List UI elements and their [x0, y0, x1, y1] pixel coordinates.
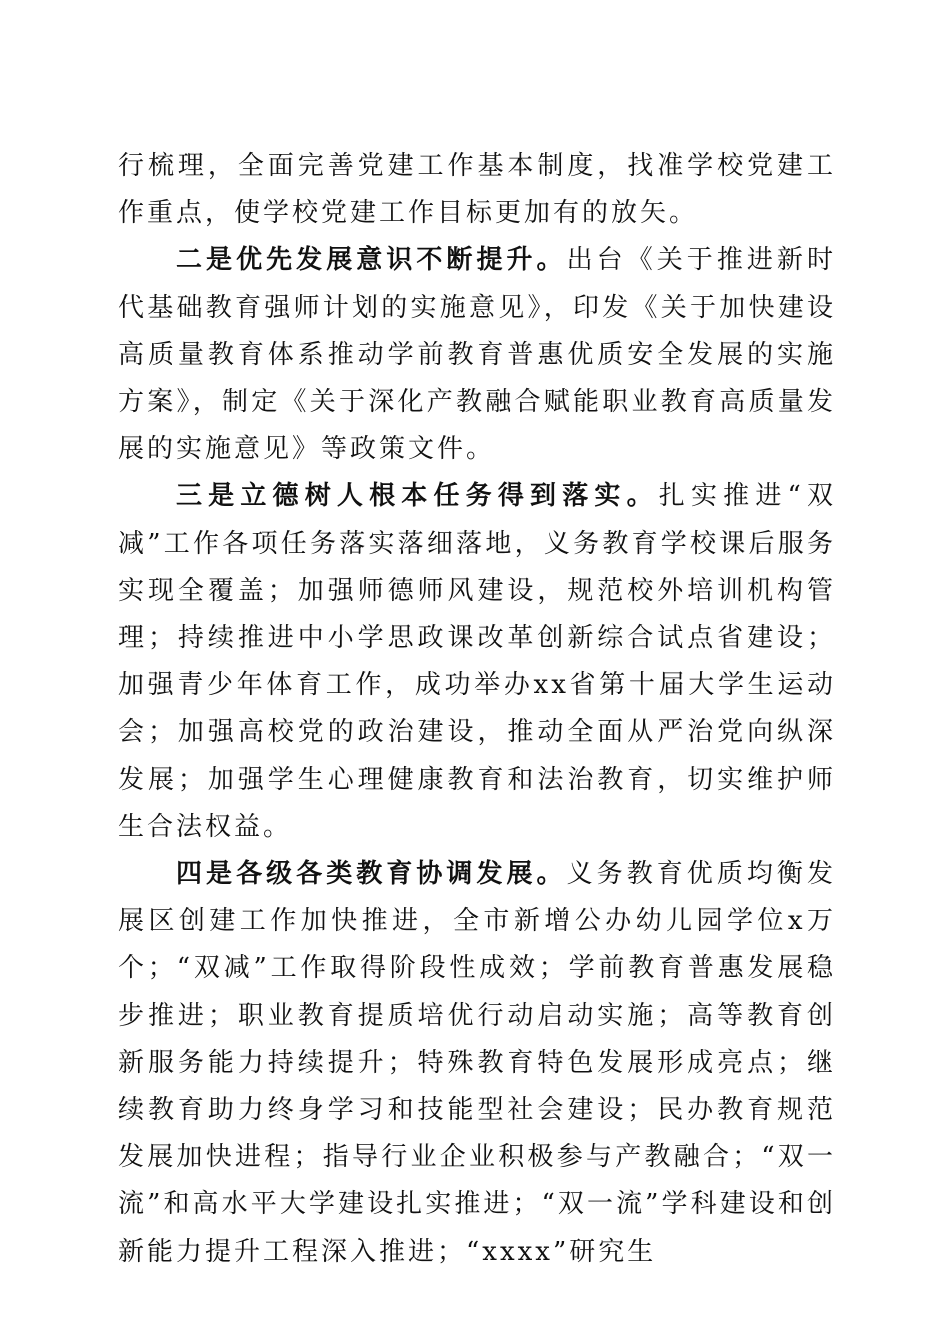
paragraph-3 [118, 473, 836, 851]
paragraph-1 [118, 143, 836, 237]
paragraph-4 [118, 851, 836, 1276]
paragraph-2 [118, 237, 836, 473]
paragraph-1-body: 行梳理，全面完善党建工作基本制度，找准学校党建工作重点，使学校党建工作目标更加有的放矢。 [118, 151, 836, 229]
paragraph-3-lead: 三是立德树人根本任务得到落实。 [176, 481, 659, 512]
paragraph-4-body: 义务教育优质均衡发展区创建工作加快推进，全市新增公办幼儿园学位x万个；“双减”工作取得阶段性成效；学前教育普惠发展稳步推进；职业教育提质培优行动启动实施；高等教育创新服务能力持续提升；特殊教育特色发展形成亮点；继续教育助力终身学习和技能型社会建设；民办教育规范发展加快进程；指导行业企业积极参与产教融合；“双一流”和高水平大学建设扎实推进；“双一流”学科建设和创新能力提升工程深入推进；“xxxx”研究生 [118, 859, 836, 1267]
paragraph-4-lead: 四是各级各类教育协调发展。 [176, 859, 567, 890]
paragraph-2-body: 出台《关于推进新时代基础教育强师计划的实施意见》，印发《关于加快建设高质量教育体系推动学前教育普惠优质安全发展的实施方案》，制定《关于深化产教融合赋能职业教育高质量发展的实施意见》等政策文件。 [118, 245, 836, 465]
document-body [118, 143, 836, 1276]
paragraph-3-body: 扎实推进“双减”工作各项任务落实落细落地，义务教育学校课后服务实现全覆盖；加强师德师风建设，规范校外培训机构管理；持续推进中小学思政课改革创新综合试点省建设；加强青少年体育工作，成功举办xx省第十届大学生运动会；加强高校党的政治建设，推动全面从严治党向纵深发展；加强学生心理健康教育和法治教育，切实维护师生合法权益。 [118, 481, 836, 842]
paragraph-2-lead: 二是优先发展意识不断提升。 [176, 245, 567, 276]
